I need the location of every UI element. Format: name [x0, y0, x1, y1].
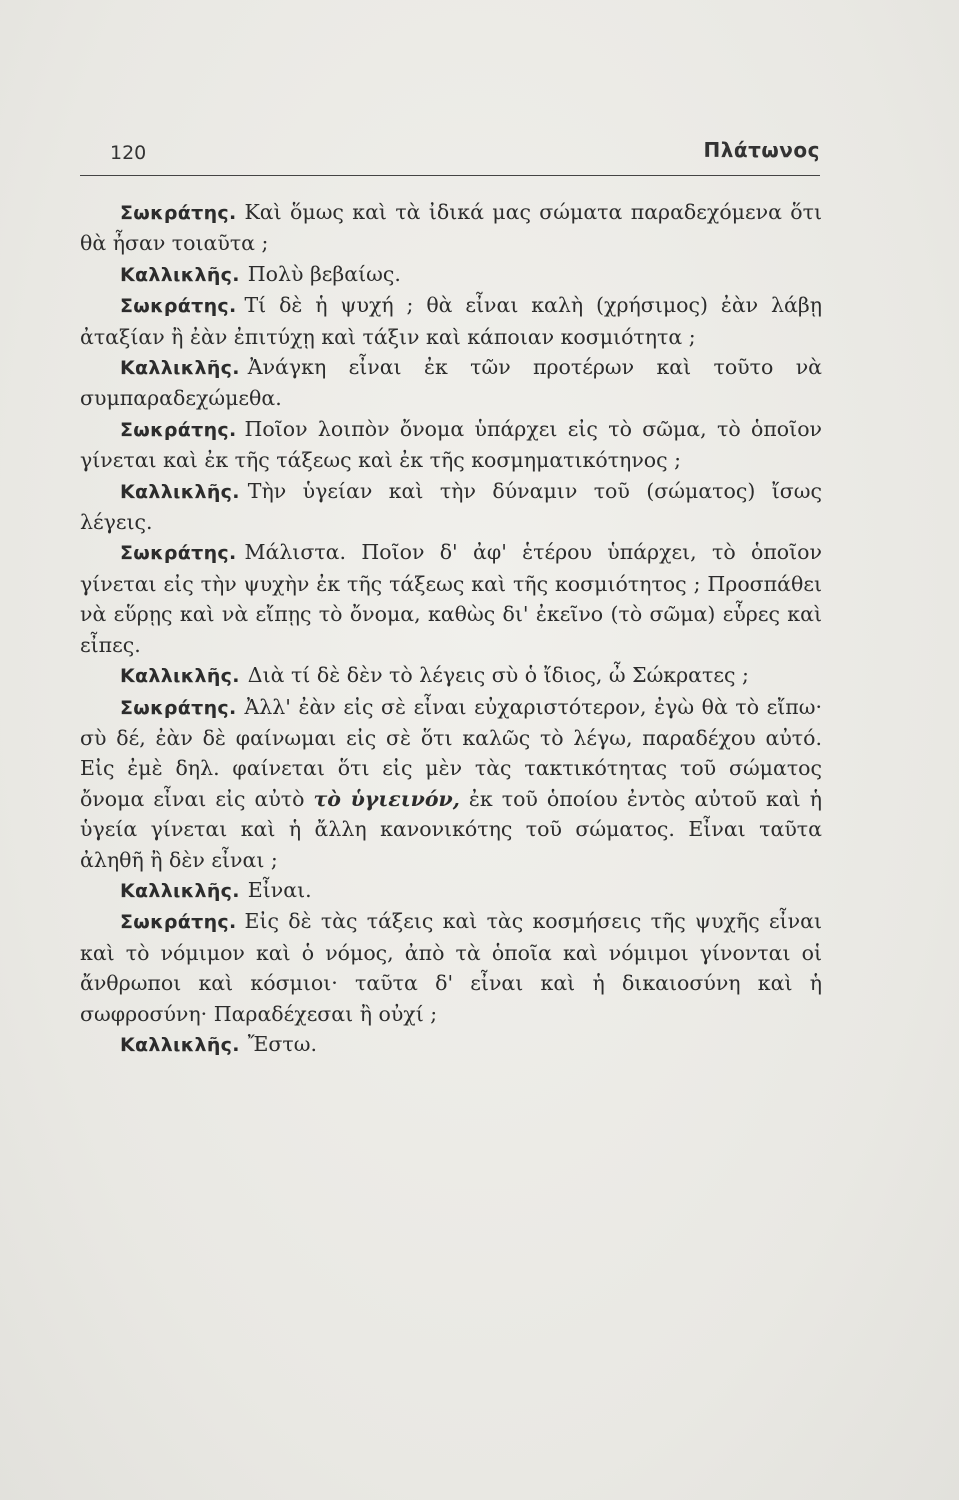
speech-text: Ἀλλ' ἐὰν εἰς σὲ εἶναι εὐχαριστότερον, ἐγὼ θὰ τὸ εἴπω· σὺ δέ, ἐὰν δὲ φαίνωμαι εἰς σὲ ὅτι καλῶς τὸ λέγω, παραδέχου αὐτό. Εἰς ἐμὲ δηλ. φαίνεται ὅτι εἰς μὲν τὰς τακτικότητας τοῦ σώματος ὄνομα εἶναι εἰς αὐτὸ — [80, 694, 822, 811]
dialogue-turn — [80, 290, 822, 352]
speaker-name: Καλλικλῆς. — [120, 879, 240, 902]
speaker-name: Σωκράτης. — [120, 542, 237, 565]
speaker-name: Καλλικλῆς. — [120, 665, 240, 688]
speaker-name: Καλλικλῆς. — [120, 263, 240, 286]
dialogue-turn — [80, 352, 822, 414]
dialogue-turn — [80, 259, 822, 290]
emphasized-term: τὸ ὑγιεινόν, — [313, 786, 460, 811]
speech-text: Ποῖον λοιπὸν ὄνομα ὑπάρχει εἰς τὸ σῶμα, τὸ ὁποῖον γίνεται καὶ ἐκ τῆς τάξεως καὶ ἐκ τῆς κοσμηματικότηνος ; — [80, 416, 822, 473]
speech-text: Εἰς δὲ τὰς τάξεις καὶ τὰς κοσμήσεις τῆς ψυχῆς εἶναι καὶ τὸ νόμιμον καὶ ὁ νόμος, ἀπὸ τὰ ὁποῖα καὶ νόμιμοι γίνονται οἱ ἄνθρωποι καὶ κόσμιοι· ταῦτα δ' εἶναι καὶ ἡ δικαιοσύνη καὶ ἡ σωφροσύνη· Παραδέχεσαι ἢ οὐχί ; — [80, 909, 822, 1026]
speech-text: ἐκ τοῦ ὁποίου ἐντὸς αὐτοῦ καὶ ἡ ὑγεία γίνεται καὶ ἡ ἄλλη κανονικότης τοῦ σώματος. Εἶναι ταῦτα ἀληθῆ ἢ δὲν εἶναι ; — [80, 786, 822, 872]
speaker-name: Καλλικλῆς. — [120, 480, 240, 503]
speaker-name: Καλλικλῆς. — [120, 1033, 240, 1056]
dialogue-turn — [80, 414, 822, 476]
dialogue-turn — [80, 692, 822, 875]
speaker-name: Σωκράτης. — [120, 418, 237, 441]
dialogue-turn — [80, 875, 822, 906]
page-header — [80, 130, 820, 174]
speech-text: Διὰ τί δὲ δὲν τὸ λέγεις σὺ ὁ ἴδιος, ὦ Σώκρατες ; — [247, 663, 749, 688]
speaker-name: Σωκράτης. — [120, 202, 237, 224]
speech-text: Ἀνάγκη εἶναι ἐκ τῶν προτέρων καὶ τοῦτο νὰ συμπαραδεχώμεθα. — [80, 355, 822, 411]
speech-text: Μάλιστα. Ποῖον δ' ἀφ' ἑτέρου ὑπάρχει, τὸ ὁποῖον γίνεται εἰς τὴν ψυχὴν ἐκ τῆς τάξεως καὶ τῆς κοσμιότητος ; Προσπάθει νὰ εὕρῃς καὶ νὰ εἴπῃς τὸ ὄνομα, καθὼς δι' ἐκεῖνο (τὸ σῶμα) εὗρες καὶ εἶπες. — [80, 540, 822, 657]
dialogue-turn — [80, 660, 822, 691]
speech-text: Καὶ ὅμως καὶ τὰ ἰδικά μας σώματα παραδεχόμενα ὅτι θὰ ἦσαν τοιαῦτα ; — [80, 200, 822, 256]
speaker-name: Καλλικλῆς. — [120, 357, 240, 380]
page-number: 120 — [110, 142, 147, 164]
speech-text: Πολὺ βεβαίως. — [247, 261, 401, 286]
speaker-name: Σωκράτης. — [120, 295, 237, 318]
dialogue-text — [80, 197, 822, 1060]
running-title: Πλάτωνος — [703, 138, 820, 162]
speech-text: Τί δὲ ἡ ψυχή ; θὰ εἶναι καλὴ (χρήσιμος) ἐὰν λάβῃ ἀταξίαν ἢ ἐὰν ἐπιτύχῃ καὶ τάξιν καὶ κάποιαν κοσμιότητα ; — [80, 293, 822, 349]
speech-text: Τὴν ὑγείαν καὶ τὴν δύναμιν τοῦ (σώματος) ἴσως λέγεις. — [80, 478, 822, 535]
speaker-name: Σωκράτης. — [120, 911, 237, 934]
dialogue-turn — [80, 1029, 822, 1060]
dialogue-turn — [80, 476, 822, 538]
dialogue-turn — [80, 906, 822, 1029]
dialogue-turn — [80, 537, 822, 660]
speech-text: Ἔστω. — [247, 1031, 318, 1056]
speech-text: Εἶναι. — [247, 877, 312, 902]
speaker-name: Σωκράτης. — [120, 696, 237, 719]
header-rule — [80, 175, 820, 176]
dialogue-turn — [80, 197, 822, 259]
